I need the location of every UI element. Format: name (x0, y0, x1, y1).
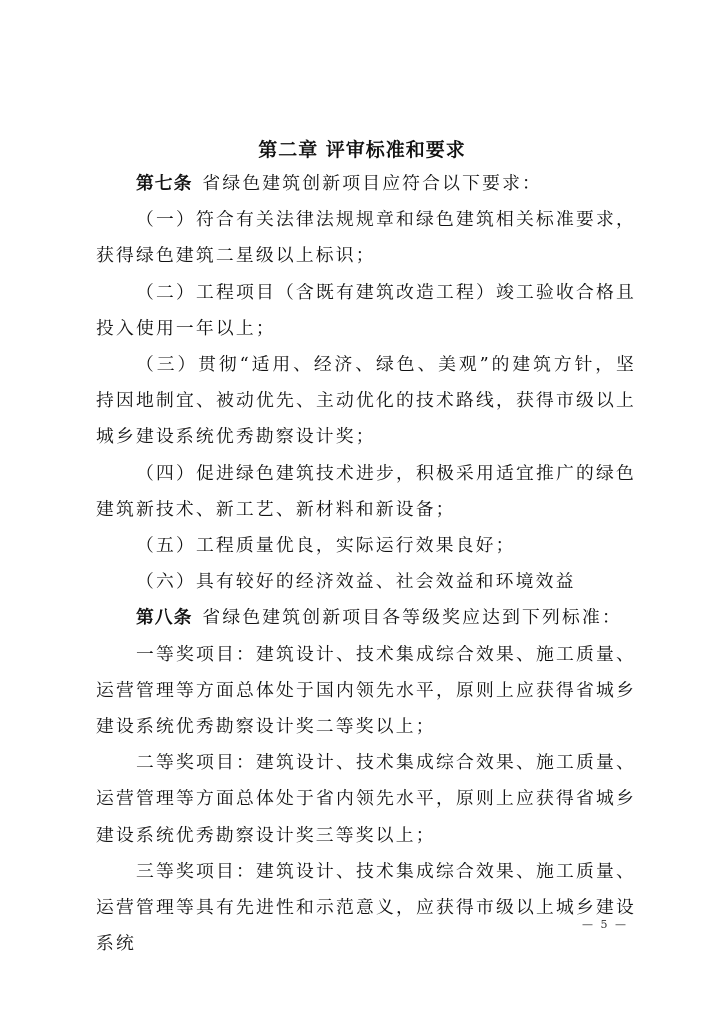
article-7-item-5: （五）工程质量优良，实际运行效果良好； (136, 535, 516, 557)
article-7-item-6: （六）具有较好的经济效益、社会效益和环境效益 (136, 571, 576, 593)
article-8-heading (96, 600, 636, 636)
article-7-item-3: （三）贯彻“适用、经济、绿色、美观”的建筑方针，坚持因地制宜、被动优先、主动优化的技术路线，获得市级以上城乡建设系统优秀勘察设计奖； (96, 354, 636, 448)
article-7-text: 省绿色建筑创新项目应符合以下要求： (202, 173, 543, 194)
article-7-heading (96, 166, 636, 202)
article-8-text: 省绿色建筑创新项目各等级奖应达到下列标准： (202, 607, 622, 629)
body-text (96, 166, 636, 962)
article-8-item-2: 二等奖项目：建筑设计、技术集成综合效果、施工质量、运营管理等方面总体处于省内领先水平，原则上应获得省城乡建设系统优秀勘察设计奖三等奖以上； (96, 752, 636, 846)
page-number: — 5 — (582, 918, 628, 931)
chapter-title: 第二章 评审标准和要求 (258, 139, 466, 161)
article-8-label: 第八条 (136, 607, 193, 629)
article-7-item-2: （二）工程项目（含既有建筑改造工程）竣工验收合格且投入使用一年以上； (96, 281, 636, 339)
article-7-item-1: （一）符合有关法律法规规章和绿色建筑相关标准要求，获得绿色建筑二星级以上标识； (96, 209, 636, 267)
article-7-item-4: （四）促进绿色建筑技术进步，积极采用适宜推广的绿色建筑新技术、新工艺、新材料和新设备； (96, 462, 636, 520)
article-8-item-1: 一等奖项目：建筑设计、技术集成综合效果、施工质量、运营管理等方面总体处于国内领先水平，原则上应获得省城乡建设系统优秀勘察设计奖二等奖以上； (96, 643, 636, 738)
article-7-label: 第七条 (136, 173, 193, 194)
article-8-item-3: 三等奖项目：建筑设计、技术集成综合效果、施工质量、运营管理等具有先进性和示范意义，应获得市级以上城乡建设系统 (96, 860, 636, 955)
